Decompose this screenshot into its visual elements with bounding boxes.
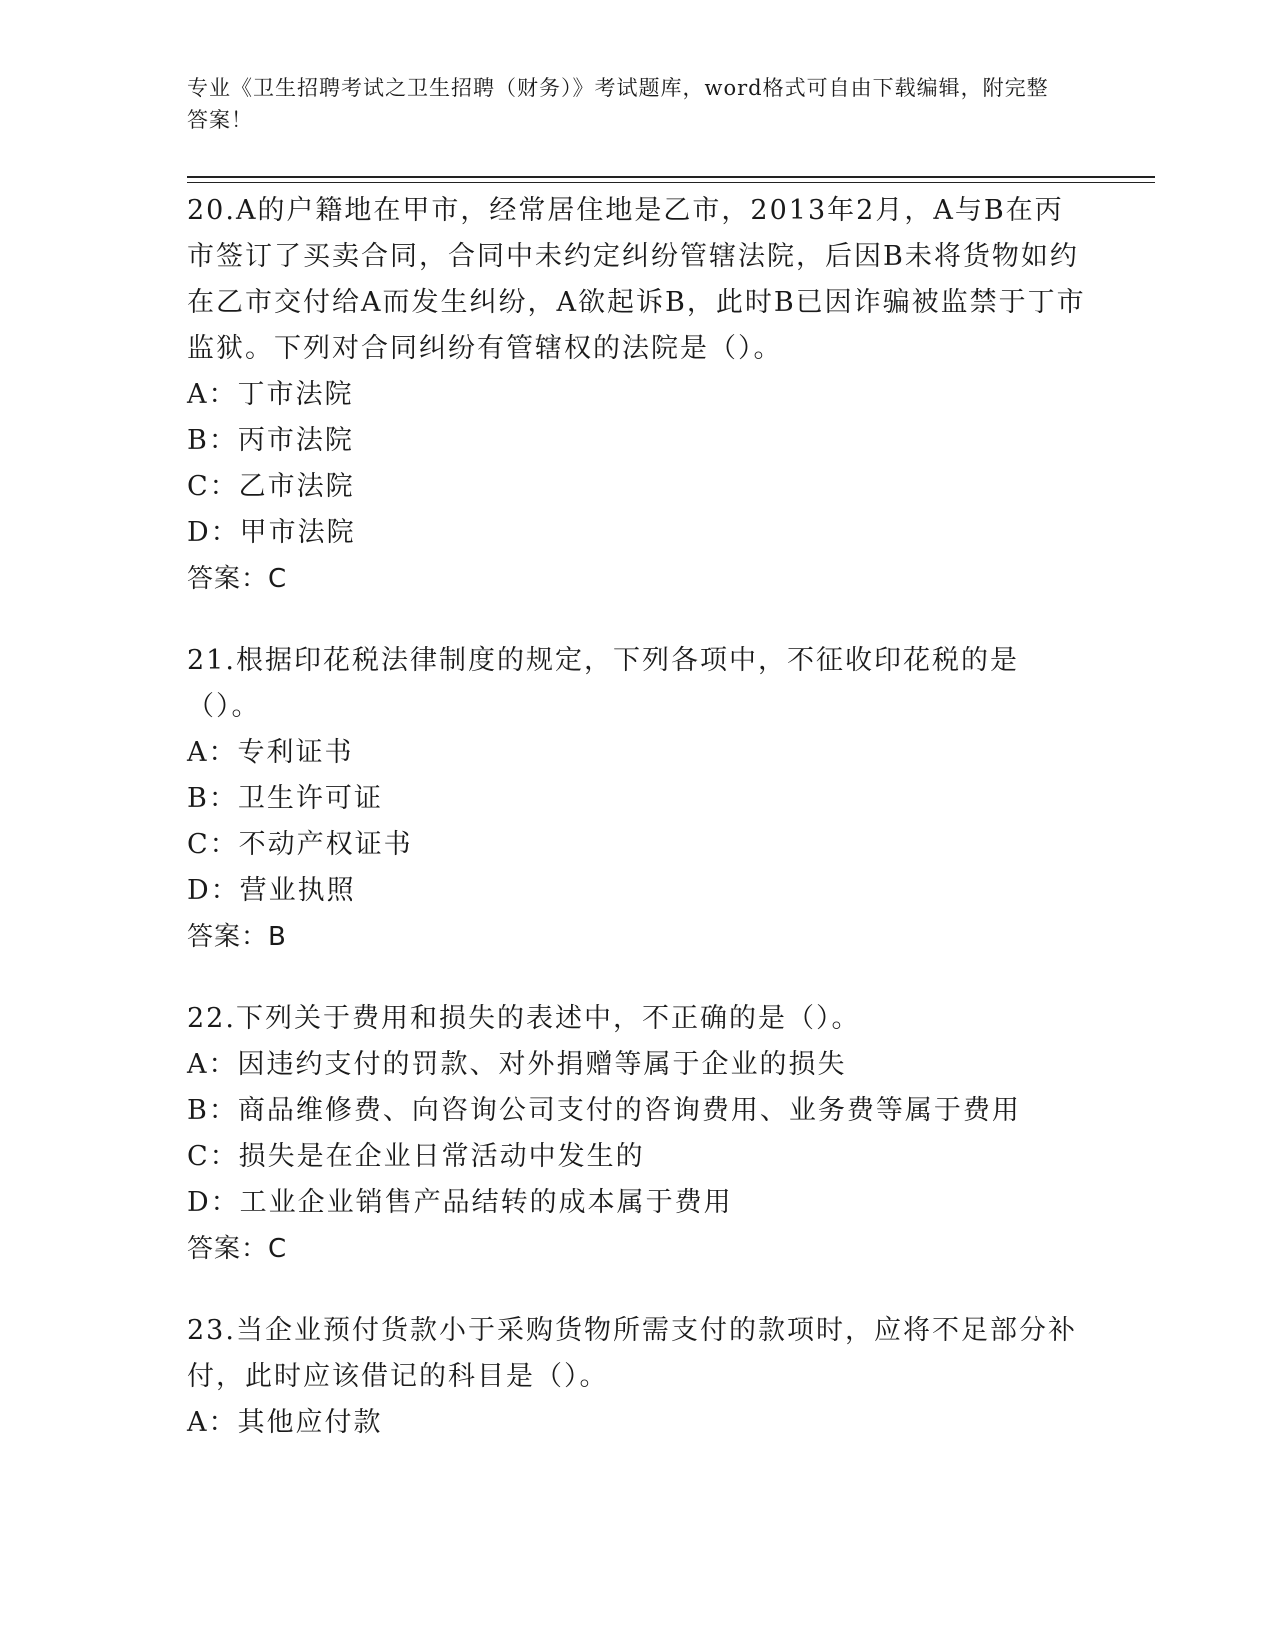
option-b: B：商品维修费、向咨询公司支付的咨询费用、业务费等属于费用 xyxy=(187,1095,1021,1126)
option-a: A：因违约支付的罚款、对外捐赠等属于企业的损失 xyxy=(187,1049,847,1080)
option-a: A：专利证书 xyxy=(187,737,354,768)
header-divider-thin xyxy=(187,182,1155,183)
question-text: 20.A的户籍地在甲市，经常居住地是乙市，2013年2月，A与B在丙市签订了买卖合同，合同中未约定纠纷管辖法院，后因B未将货物如约在乙市交付给A而发生纠纷，A欲起诉B，此时B已因诈骗被监禁于丁市监狱。下列对合同纠纷有管辖权的法院是（）。 xyxy=(187,195,1086,364)
option-d: D：营业执照 xyxy=(187,875,356,906)
option-d: D：甲市法院 xyxy=(187,517,356,548)
question-23 xyxy=(187,1308,1087,1446)
option-a: A：其他应付款 xyxy=(187,1407,383,1438)
option-b: B：卫生许可证 xyxy=(187,783,383,814)
question-list xyxy=(187,188,1087,1482)
option-b: B：丙市法院 xyxy=(187,425,354,456)
option-c: C：不动产权证书 xyxy=(187,829,413,860)
header-divider xyxy=(187,176,1155,178)
option-c: C：损失是在企业日常活动中发生的 xyxy=(187,1141,645,1172)
answer: 答案：C xyxy=(187,1234,288,1264)
option-a: A：丁市法院 xyxy=(187,379,354,410)
question-text: 22.下列关于费用和损失的表述中，不正确的是（）。 xyxy=(187,1003,861,1034)
question-22 xyxy=(187,996,1087,1272)
question-text: 23.当企业预付货款小于采购货物所需支付的款项时，应将不足部分补付，此时应该借记的科目是（）。 xyxy=(187,1315,1077,1392)
document-header: 专业《卫生招聘考试之卫生招聘（财务）》考试题库，word格式可自由下载编辑，附完整答案！ xyxy=(187,76,1049,132)
answer: 答案：B xyxy=(187,922,287,952)
option-c: C：乙市法院 xyxy=(187,471,355,502)
question-20 xyxy=(187,188,1087,602)
option-d: D：工业企业销售产品结转的成本属于费用 xyxy=(187,1187,733,1218)
answer: 答案：C xyxy=(187,564,288,594)
question-21 xyxy=(187,638,1087,960)
question-text: 21.根据印花税法律制度的规定，下列各项中，不征收印花税的是（）。 xyxy=(187,645,1019,722)
